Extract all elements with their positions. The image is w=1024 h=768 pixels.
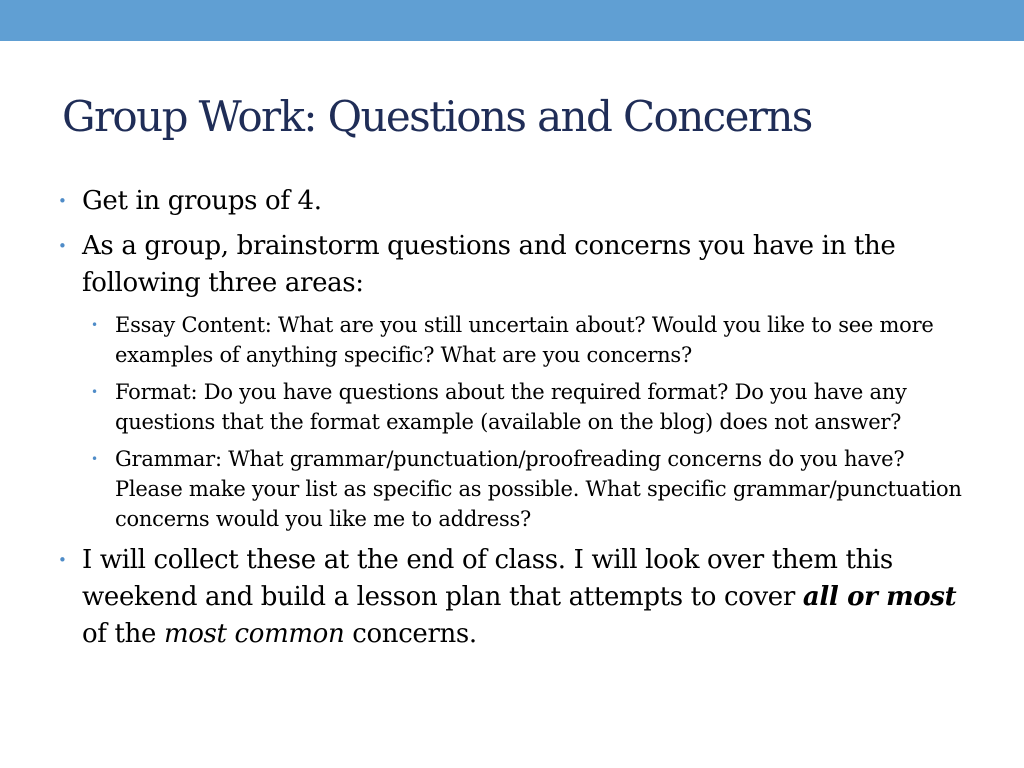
- bullet-dot-icon: •: [58, 192, 67, 210]
- bullet-dot-icon: •: [58, 237, 67, 255]
- bullet-item-brainstorm: [58, 228, 978, 534]
- bullet-text: Get in groups of 4.: [82, 186, 322, 216]
- sub-bullet-text: Format: Do you have questions about the required format? Do you have any questions that the format example (available on the blog) does not answer?: [115, 380, 907, 434]
- bullet-list: [58, 183, 978, 653]
- bullet-text-part: of the: [82, 619, 164, 649]
- bullet-text-part: concerns.: [344, 619, 477, 649]
- sub-bullet-text: Essay Content: What are you still uncertain about? Would you like to see more examples of anything specific? What are you concerns?: [115, 313, 934, 367]
- bullet-item-collect: [58, 542, 978, 653]
- bullet-item-groups: [58, 183, 978, 220]
- bullet-text-part: I will collect these at the end of class. I will look over them this weekend and build a lesson plan that attempts to cover: [82, 545, 893, 612]
- bullet-dot-icon: •: [58, 551, 67, 569]
- top-accent-bar: [0, 0, 1024, 41]
- sub-bullet-list: [82, 310, 978, 534]
- bullet-dot-icon: •: [91, 385, 98, 399]
- emphasis-most-common: most common: [163, 619, 345, 649]
- sub-bullet-essay-content: [82, 310, 978, 370]
- bullet-text: As a group, brainstorm questions and concerns you have in the following three areas:: [82, 231, 896, 298]
- sub-bullet-grammar: [82, 444, 978, 534]
- slide-body: [58, 183, 978, 661]
- sub-bullet-text: Grammar: What grammar/punctuation/proofreading concerns do you have? Please make your list as specific as possible. What specific grammar/punctuation concerns would you like me to address?: [115, 447, 962, 531]
- slide-title: Group Work: Questions and Concerns: [62, 92, 812, 141]
- sub-bullet-format: [82, 377, 978, 437]
- bullet-dot-icon: •: [91, 318, 98, 332]
- emphasis-all-or-most: all or most: [802, 582, 957, 612]
- bullet-dot-icon: •: [91, 452, 98, 466]
